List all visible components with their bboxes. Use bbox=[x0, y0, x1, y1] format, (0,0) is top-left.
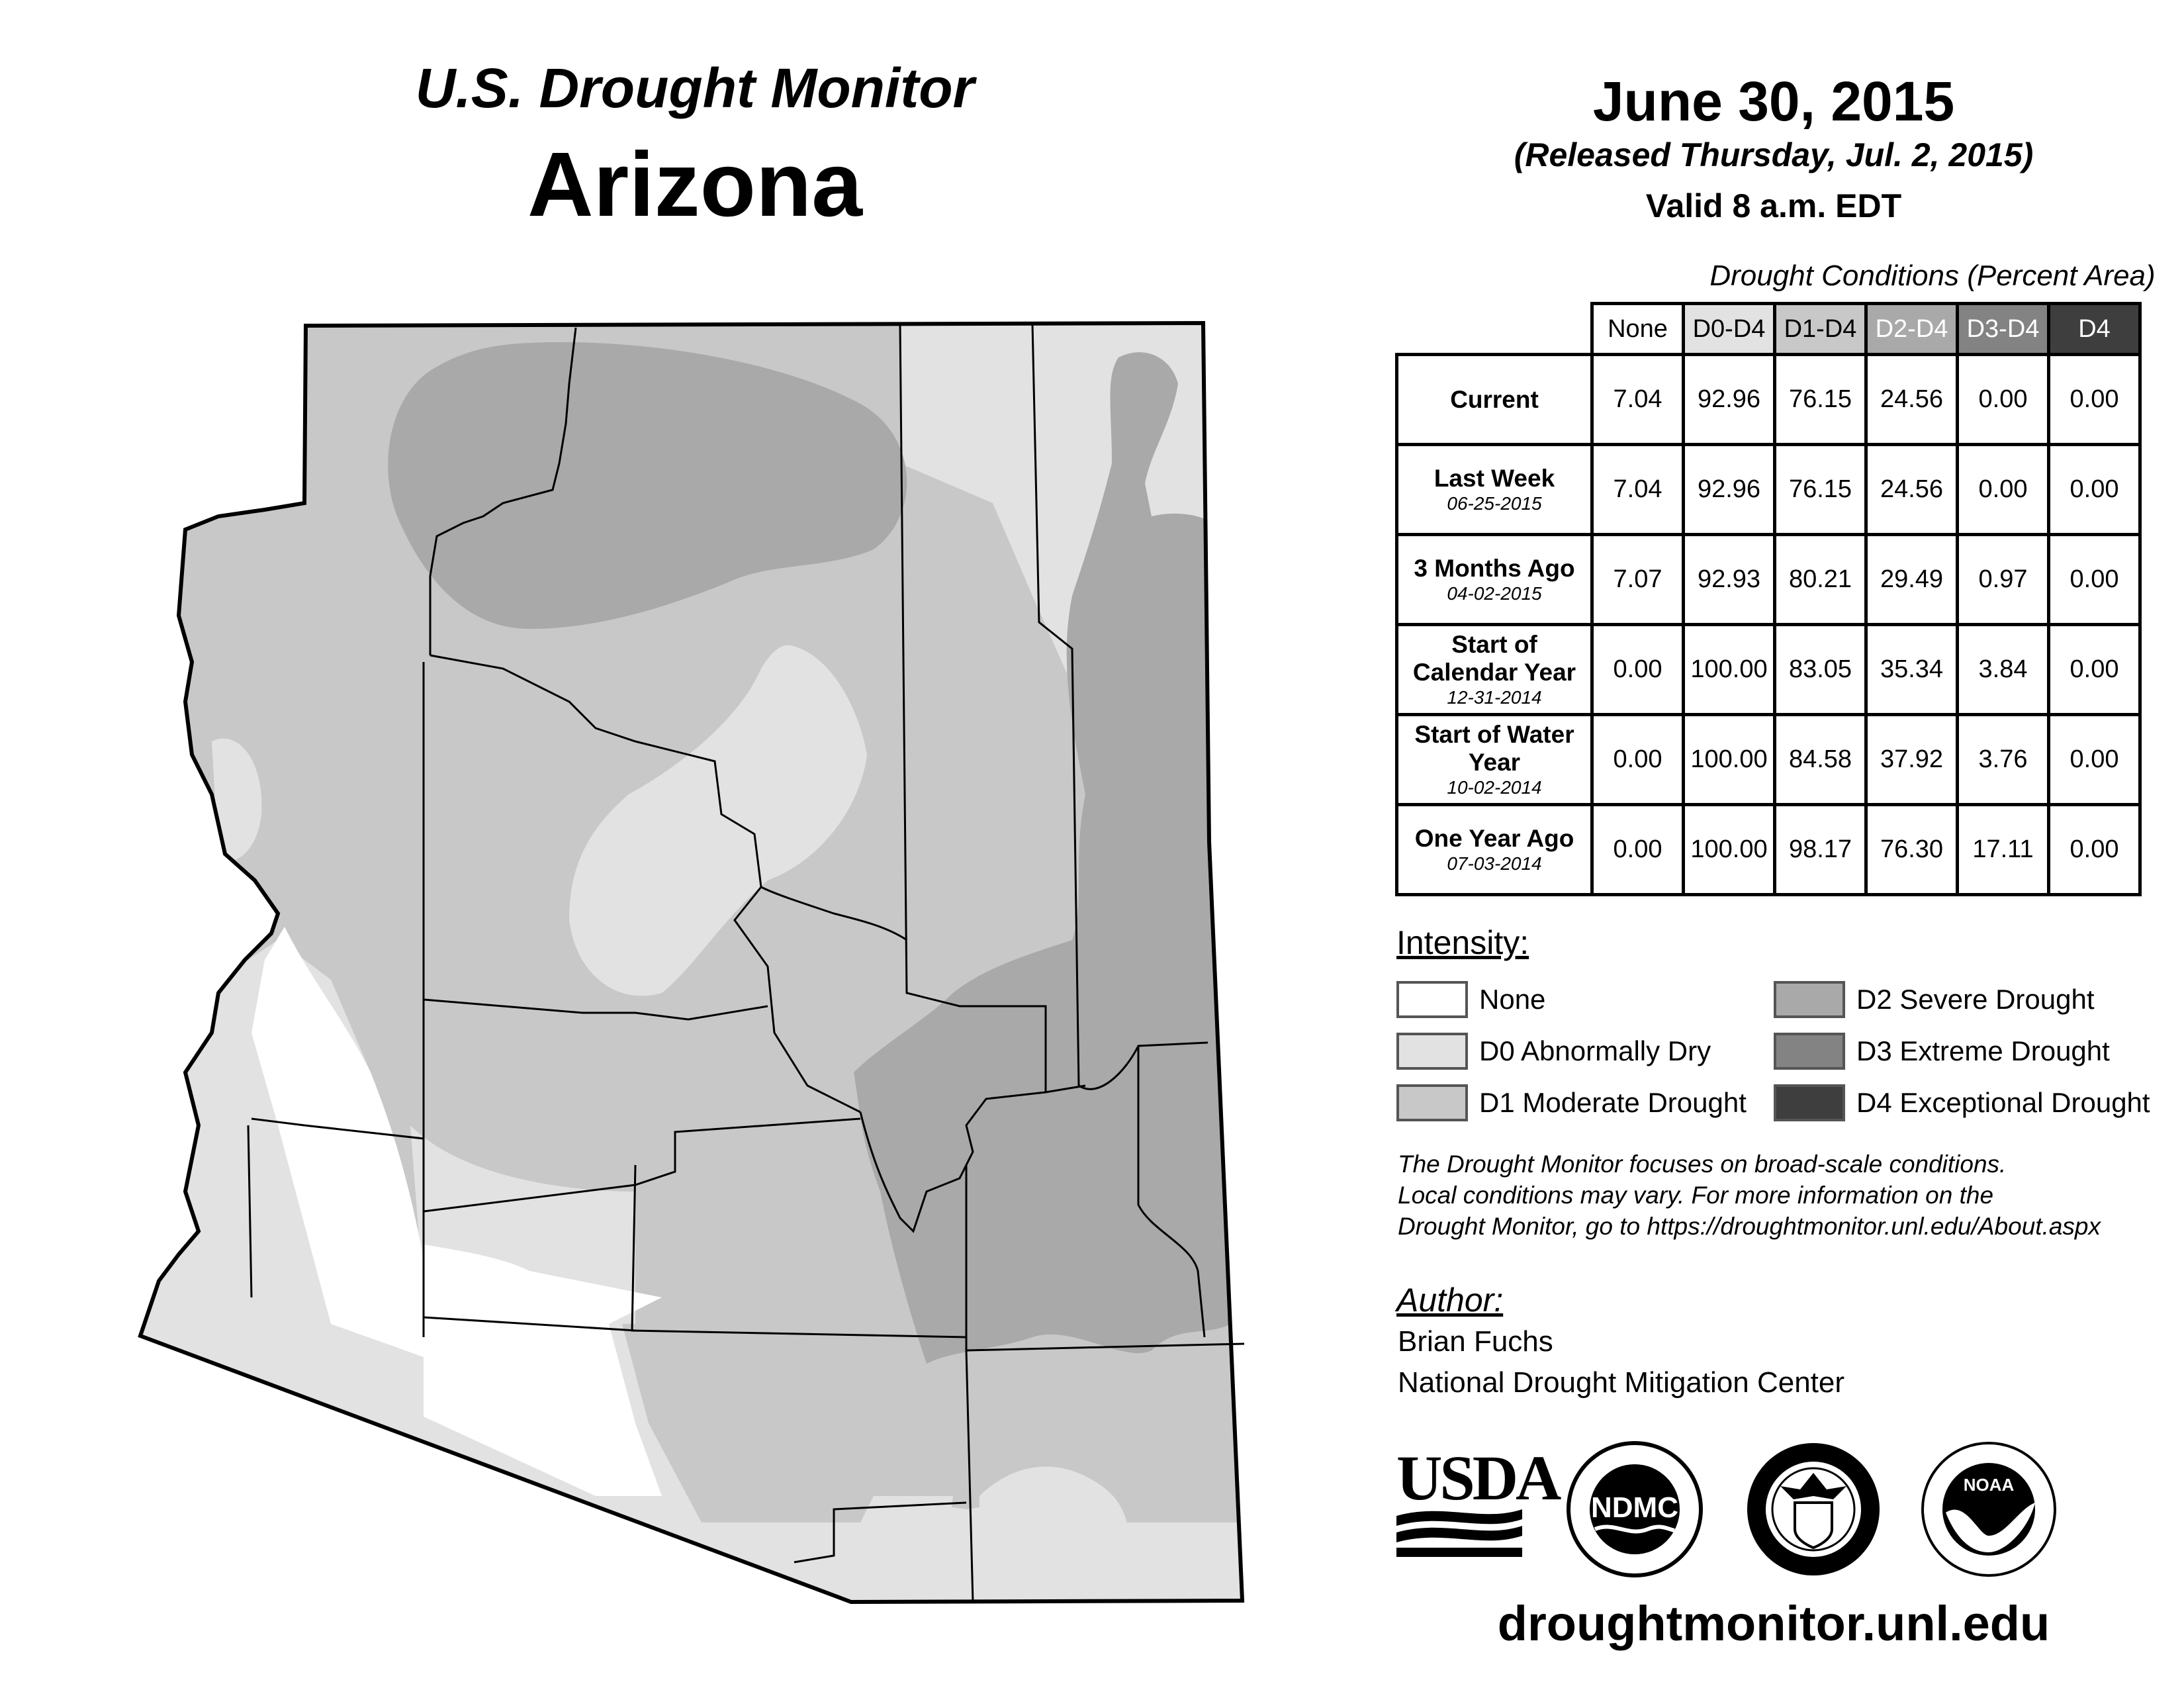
table-caption: Drought Conditions (Percent Area) bbox=[1709, 259, 2156, 292]
col-header-d4: D4 bbox=[2049, 304, 2140, 355]
legend-label-d4: D4 Exceptional Drought bbox=[1856, 1087, 2150, 1118]
legend-swatch-d4 bbox=[1774, 1084, 1845, 1121]
col-header-d1-d4: D1-D4 bbox=[1775, 304, 1866, 355]
table-cell: 0.00 bbox=[1958, 445, 2049, 535]
table-cell: 76.30 bbox=[1866, 805, 1958, 895]
row-date: 06-25-2015 bbox=[1447, 492, 1542, 514]
table-cell: 80.21 bbox=[1775, 535, 1866, 625]
table-cell: 0.00 bbox=[2049, 625, 2140, 715]
release-date: (Released Thursday, Jul. 2, 2015) bbox=[1514, 136, 2034, 173]
legend-swatch-d0 bbox=[1396, 1033, 1468, 1070]
col-header-none: None bbox=[1592, 304, 1684, 355]
legend-swatch-none bbox=[1396, 981, 1468, 1018]
row-label-text: Current bbox=[1450, 385, 1539, 413]
drought-stats-table bbox=[1395, 302, 2142, 896]
legend-swatch-d2 bbox=[1774, 981, 1845, 1018]
table-cell: 76.15 bbox=[1775, 355, 1866, 445]
legend-title: Intensity: bbox=[1396, 924, 1529, 961]
table-header-row bbox=[1397, 304, 2140, 355]
ndmc-logo bbox=[1569, 1443, 1701, 1575]
row-label-text: One Year Ago bbox=[1414, 824, 1574, 852]
note-line-2: Local conditions may vary. For more information on the bbox=[1398, 1182, 1994, 1209]
table-cell: 0.00 bbox=[2049, 805, 2140, 895]
table-cell: 98.17 bbox=[1775, 805, 1866, 895]
table-cell: 24.56 bbox=[1866, 355, 1958, 445]
row-label bbox=[1397, 625, 1592, 715]
col-header-d2-d4: D2-D4 bbox=[1866, 304, 1958, 355]
site-url: droughtmonitor.unl.edu bbox=[1497, 1596, 2050, 1651]
legend-label-d0: D0 Abnormally Dry bbox=[1479, 1035, 1711, 1066]
table-cell: 7.04 bbox=[1592, 445, 1684, 535]
map-date: June 30, 2015 bbox=[1592, 70, 1955, 132]
col-header-d0-d4: D0-D4 bbox=[1684, 304, 1775, 355]
table-cell: 35.34 bbox=[1866, 625, 1958, 715]
table-cell: 84.58 bbox=[1775, 715, 1866, 805]
state-name: Arizona bbox=[527, 134, 863, 236]
author-org: National Drought Mitigation Center bbox=[1398, 1366, 1845, 1399]
table-cell: 3.84 bbox=[1958, 625, 2049, 715]
table-cell: 0.00 bbox=[2049, 715, 2140, 805]
table-cell: 17.11 bbox=[1958, 805, 2049, 895]
row-label bbox=[1397, 535, 1592, 625]
legend-label-d3: D3 Extreme Drought bbox=[1856, 1035, 2110, 1066]
table-cell: 29.49 bbox=[1866, 535, 1958, 625]
table-cell: 76.15 bbox=[1775, 445, 1866, 535]
row-label-text: Last Week bbox=[1433, 464, 1555, 492]
table-cell: 0.00 bbox=[1958, 355, 2049, 445]
table-cell: 7.04 bbox=[1592, 355, 1684, 445]
table-row bbox=[1397, 715, 2140, 805]
legend-label-d1: D1 Moderate Drought bbox=[1479, 1087, 1747, 1118]
author-name: Brian Fuchs bbox=[1398, 1325, 1553, 1358]
legend-swatch-d1 bbox=[1396, 1084, 1468, 1121]
row-date: 10-02-2014 bbox=[1447, 776, 1542, 798]
table-cell: 24.56 bbox=[1866, 445, 1958, 535]
table-cell: 3.76 bbox=[1958, 715, 2049, 805]
col-header-d3-d4: D3-D4 bbox=[1958, 304, 2049, 355]
svg-text:USDA: USDA bbox=[1396, 1442, 1559, 1513]
table-cell: 0.00 bbox=[1592, 715, 1684, 805]
commerce-seal bbox=[1747, 1443, 1880, 1575]
table-cell: 0.00 bbox=[2049, 445, 2140, 535]
row-label bbox=[1397, 445, 1592, 535]
table-corner bbox=[1397, 304, 1592, 355]
table-cell: 92.93 bbox=[1684, 535, 1775, 625]
table-cell: 100.00 bbox=[1684, 625, 1775, 715]
table-cell: 0.00 bbox=[1592, 805, 1684, 895]
legend-label-d2: D2 Severe Drought bbox=[1856, 984, 2095, 1015]
row-date: 04-02-2015 bbox=[1447, 583, 1542, 604]
row-date: 12-31-2014 bbox=[1447, 686, 1542, 708]
note-line-3: Drought Monitor, go to https://droughtmonitor.unl.edu/About.aspx bbox=[1398, 1213, 2101, 1240]
table-cell: 0.00 bbox=[1592, 625, 1684, 715]
table-cell: 92.96 bbox=[1684, 445, 1775, 535]
table-body bbox=[1397, 355, 2140, 895]
row-label bbox=[1397, 355, 1592, 445]
row-date: 07-03-2014 bbox=[1447, 853, 1542, 874]
author-title: Author: bbox=[1396, 1282, 1504, 1319]
noaa-logo bbox=[1923, 1443, 2055, 1575]
table-row bbox=[1397, 355, 2140, 445]
table-cell: 100.00 bbox=[1684, 715, 1775, 805]
row-label-text: Start of Calendar Year bbox=[1412, 630, 1576, 686]
table-row bbox=[1397, 805, 2140, 895]
table-cell: 37.92 bbox=[1866, 715, 1958, 805]
table-row bbox=[1397, 445, 2140, 535]
partner-logos bbox=[1390, 1436, 2184, 1609]
svg-text:NOAA: NOAA bbox=[1963, 1475, 2015, 1495]
table-cell: 92.96 bbox=[1684, 355, 1775, 445]
table-cell: 0.97 bbox=[1958, 535, 2049, 625]
arizona-drought-map bbox=[0, 265, 1324, 1688]
legend-swatch-d3 bbox=[1774, 1033, 1845, 1070]
drought-areas bbox=[0, 265, 1324, 1688]
usda-logo bbox=[1396, 1442, 1561, 1557]
table-cell: 100.00 bbox=[1684, 805, 1775, 895]
table-cell: 7.07 bbox=[1592, 535, 1684, 625]
table-cell: 0.00 bbox=[2049, 355, 2140, 445]
table-row bbox=[1397, 535, 2140, 625]
legend-label-none: None bbox=[1479, 984, 1546, 1015]
note-line-1: The Drought Monitor focuses on broad-scale conditions. bbox=[1398, 1150, 2007, 1178]
map-title: U.S. Drought Monitor bbox=[415, 57, 975, 119]
row-label bbox=[1397, 715, 1592, 805]
table-cell: 0.00 bbox=[2049, 535, 2140, 625]
table-row bbox=[1397, 625, 2140, 715]
valid-time: Valid 8 a.m. EDT bbox=[1645, 187, 1902, 224]
row-label-text: 3 Months Ago bbox=[1414, 554, 1575, 582]
row-label bbox=[1397, 805, 1592, 895]
table-cell: 83.05 bbox=[1775, 625, 1866, 715]
svg-text:NDMC: NDMC bbox=[1591, 1491, 1678, 1524]
row-label-text: Start of Water Year bbox=[1414, 720, 1574, 776]
